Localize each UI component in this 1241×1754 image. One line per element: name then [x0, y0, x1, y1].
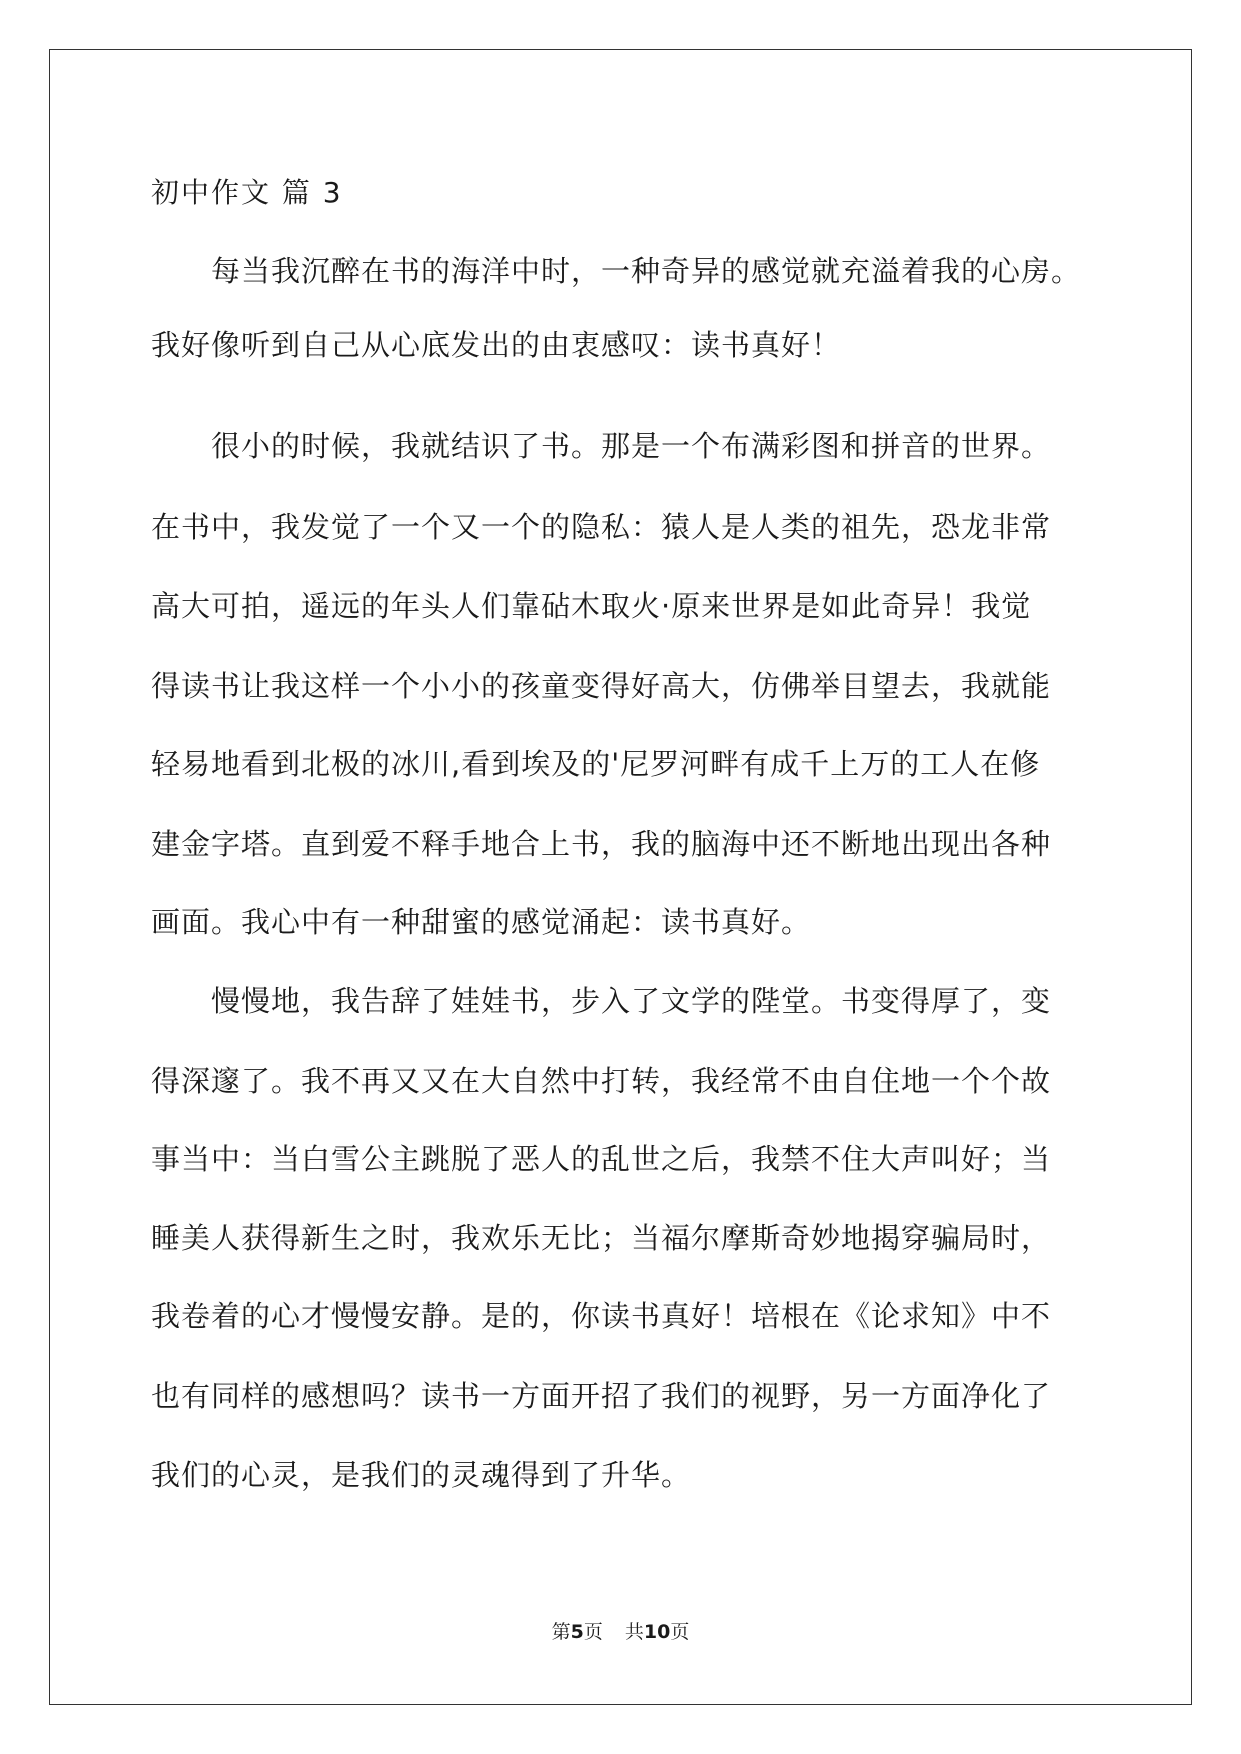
- text-line: 每当我沉醉在书的海洋中时，一种奇异的感觉就充溢着我的心房。: [151, 254, 1082, 288]
- text-line: 得深邃了。我不再又又在大自然中打转，我经常不由自住地一个个故: [151, 1064, 1052, 1098]
- text-line: 我卷着的心才慢慢安静。是的，你读书真好！培根在《论求知》中不: [151, 1299, 1052, 1333]
- text-line: 高大可拍，遥远的年头人们靠砧木取火·原来世界是如此奇异！我觉: [151, 589, 1032, 623]
- text-line: 慢慢地，我告辞了娃娃书，步入了文学的陛堂。书变得厚了，变: [151, 984, 1052, 1018]
- text-line: 画面。我心中有一种甜蜜的感觉涌起：读书真好。: [151, 905, 812, 939]
- text-line: 事当中：当白雪公主跳脱了恶人的乱世之后，我禁不住大声叫好；当: [151, 1142, 1052, 1176]
- total-pages: 10: [643, 1621, 671, 1643]
- page-number: 5: [570, 1621, 584, 1643]
- text-line: 建金字塔。直到爱不释手地合上书，我的脑海中还不断地出现出各种: [151, 827, 1052, 861]
- text-line: 在书中，我发觉了一个又一个的隐私：猿人是人类的祖先，恐龙非常: [151, 510, 1052, 544]
- text-line: 轻易地看到北极的冰川,看到埃及的'尼罗河畔有成千上万的工人在修: [151, 747, 1041, 781]
- text-line: 我好像听到自己从心底发出的由衷感叹：读书真好！: [151, 328, 842, 362]
- text-line: 很小的时候，我就结识了书。那是一个布满彩图和拼音的世界。: [151, 429, 1052, 463]
- section-heading: 初中作文 篇 3: [151, 176, 343, 209]
- text-line: 得读书让我这样一个小小的孩童变得好高大，仿佛举目望去，我就能: [151, 669, 1052, 703]
- total-label-suffix: 页: [670, 1621, 690, 1643]
- text-line: 我们的心灵，是我们的灵魂得到了升华。: [151, 1458, 692, 1492]
- page-footer: [0, 1617, 1241, 1647]
- text-line: 睡美人获得新生之时，我欢乐无比；当福尔摩斯奇妙地揭穿骗局时，: [151, 1221, 1052, 1255]
- page-label-prefix: 第: [551, 1621, 571, 1643]
- page-label-suffix: 页: [583, 1621, 603, 1643]
- total-label-prefix: 共: [624, 1621, 644, 1643]
- text-line: 也有同样的感想吗？读书一方面开招了我们的视野，另一方面净化了: [151, 1379, 1052, 1413]
